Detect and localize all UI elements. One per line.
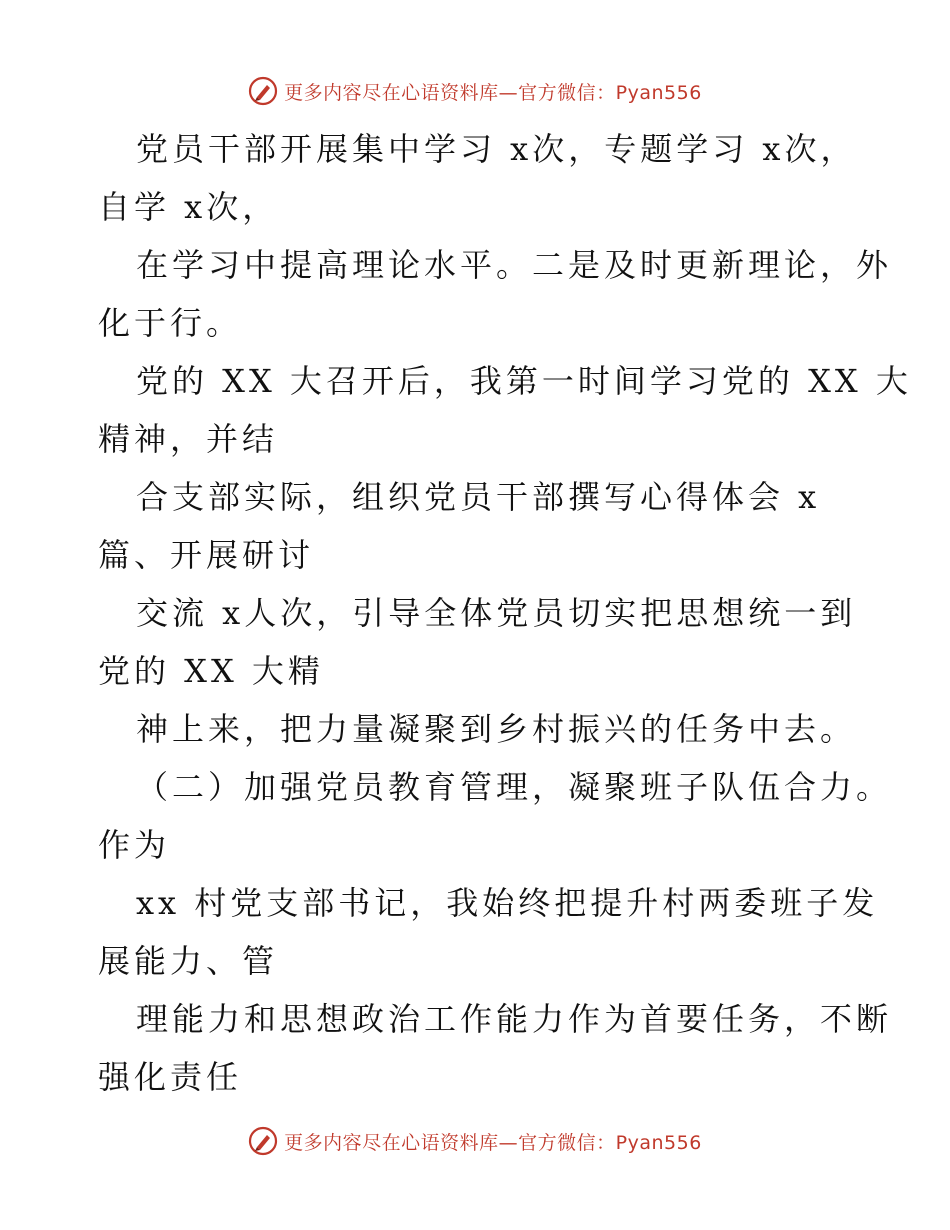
text-line: 作为 bbox=[98, 826, 171, 864]
text-line: 交流 x人次，引导全体党员切实把思想统一到 bbox=[136, 594, 857, 632]
watermark-text: 更多内容尽在心语资料库—官方微信：Pyan556 bbox=[284, 81, 702, 104]
section-heading: （二）加强党员教育管理，凝聚班子队伍合力。 bbox=[136, 768, 893, 806]
pen-logo-icon bbox=[248, 1126, 278, 1156]
text-line: 在学习中提高理论水平。二是及时更新理论，外 bbox=[136, 246, 893, 284]
text-line: 党员干部开展集中学习 x次，专题学习 x次， bbox=[136, 130, 857, 168]
text-line: 理能力和思想政治工作能力作为首要任务，不断 bbox=[136, 1000, 893, 1038]
text-line: 展能力、管 bbox=[98, 942, 279, 980]
text-line: 合支部实际，组织党员干部撰写心得体会 x bbox=[136, 478, 821, 516]
text-line: 党的 XX 大精 bbox=[98, 652, 324, 690]
text-line: 篇、开展研讨 bbox=[98, 536, 315, 574]
text-line: 强化责任 bbox=[98, 1058, 243, 1096]
text-line: 党的 XX 大召开后，我第一时间学习党的 XX 大 bbox=[136, 362, 912, 400]
watermark-text: 更多内容尽在心语资料库—官方微信：Pyan556 bbox=[284, 1131, 702, 1154]
text-line: 神上来，把力量凝聚到乡村振兴的任务中去。 bbox=[136, 710, 857, 748]
text-line: 自学 x次， bbox=[98, 188, 279, 226]
text-line: 化于行。 bbox=[98, 304, 243, 342]
watermark-header bbox=[0, 71, 950, 111]
pen-logo-icon bbox=[248, 76, 278, 106]
text-line: 精神，并结 bbox=[98, 420, 279, 458]
watermark-footer bbox=[0, 1121, 950, 1161]
document-body bbox=[98, 120, 912, 1106]
text-line: xx 村党支部书记，我始终把提升村两委班子发 bbox=[136, 884, 879, 922]
